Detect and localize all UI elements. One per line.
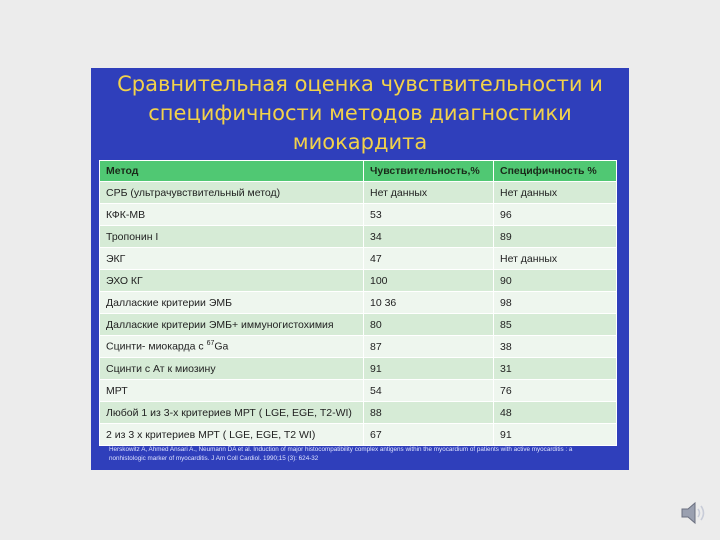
specificity-cell: 96 <box>494 204 617 226</box>
specificity-cell: Нет данных <box>494 248 617 270</box>
method-cell: Даллаские критерии ЭМБ+ иммуногистохимия <box>100 314 364 336</box>
table-row <box>100 380 617 402</box>
sensitivity-cell: 80 <box>364 314 494 336</box>
table-row <box>100 204 617 226</box>
header-method: Метод <box>100 161 364 182</box>
slide <box>91 68 629 470</box>
method-cell: МРТ <box>100 380 364 402</box>
sensitivity-cell: 34 <box>364 226 494 248</box>
sensitivity-cell: 100 <box>364 270 494 292</box>
reference-citation: Herskowitz A, Ahmed Ansari A., Neumann DA et al. Induction of major histocompatibility complex antigens within the myocardium of patients with active myocarditis : a nonhistologic marker of myocarditis. J Am Coll Cardiol. 1990;15 (3): 624-32 <box>109 446 573 462</box>
table-row <box>100 402 617 424</box>
specificity-cell: 91 <box>494 424 617 446</box>
sensitivity-cell: 91 <box>364 358 494 380</box>
method-cell: Даллаские критерии ЭМБ <box>100 292 364 314</box>
comparison-table <box>99 160 617 446</box>
header-specificity: Специфичность % <box>494 161 617 182</box>
specificity-cell: 38 <box>494 336 617 358</box>
header-sensitivity: Чувствительность,% <box>364 161 494 182</box>
sensitivity-cell: 87 <box>364 336 494 358</box>
slide-title <box>91 70 629 157</box>
method-cell: КФК-МВ <box>100 204 364 226</box>
specificity-cell: 76 <box>494 380 617 402</box>
specificity-cell: 48 <box>494 402 617 424</box>
specificity-cell: 89 <box>494 226 617 248</box>
table-row <box>100 270 617 292</box>
sensitivity-cell: 10 36 <box>364 292 494 314</box>
method-cell: ЭКГ <box>100 248 364 270</box>
method-cell: СРБ (ультрачувствительный метод) <box>100 182 364 204</box>
table-row <box>100 314 617 336</box>
specificity-cell: Нет данных <box>494 182 617 204</box>
sensitivity-cell: 67 <box>364 424 494 446</box>
sensitivity-cell: 47 <box>364 248 494 270</box>
sensitivity-cell: 88 <box>364 402 494 424</box>
method-cell: 2 из 3 х критериев МРТ ( LGE, EGE, T2 WI) <box>100 424 364 446</box>
title-line-1: Сравнительная оценка чувствительности и <box>117 72 603 96</box>
isotope-number: 67 <box>206 340 215 348</box>
method-cell: Любой 1 из 3-х критериев МРТ ( LGE, EGE, T2-WI) <box>100 402 364 424</box>
specificity-cell: 31 <box>494 358 617 380</box>
table-row <box>100 336 617 358</box>
table-row <box>100 358 617 380</box>
method-text: Сцинти- миокарда с <box>106 340 204 353</box>
specificity-cell: 98 <box>494 292 617 314</box>
table-row <box>100 424 617 446</box>
title-line-3: миокардита <box>292 130 428 154</box>
sensitivity-cell: 53 <box>364 204 494 226</box>
table-header-row <box>100 161 617 182</box>
method-cell: Сцинти с Ат к миозину <box>100 358 364 380</box>
sensitivity-cell: Нет данных <box>364 182 494 204</box>
specificity-cell: 90 <box>494 270 617 292</box>
table-row <box>100 292 617 314</box>
sensitivity-cell: 54 <box>364 380 494 402</box>
method-cell <box>100 336 364 358</box>
table-row <box>100 182 617 204</box>
table-row <box>100 226 617 248</box>
table-row <box>100 248 617 270</box>
speaker-icon[interactable] <box>680 500 708 526</box>
isotope-symbol: Ga <box>214 340 229 353</box>
method-cell: Тропонин I <box>100 226 364 248</box>
method-cell: ЭХО КГ <box>100 270 364 292</box>
specificity-cell: 85 <box>494 314 617 336</box>
title-line-2: специфичности методов диагностики <box>148 101 572 125</box>
